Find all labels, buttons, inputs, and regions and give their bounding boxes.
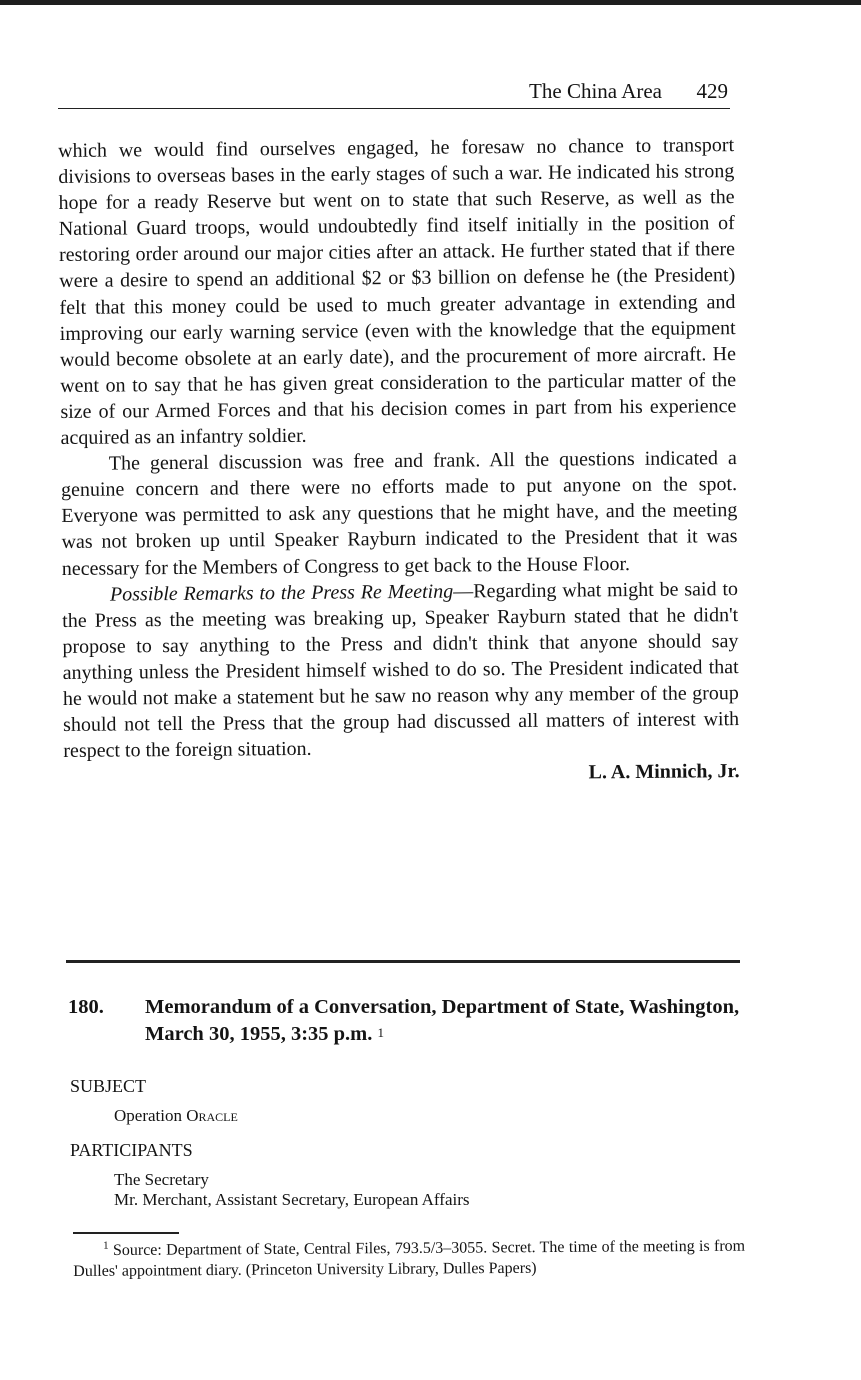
footnote (73, 1231, 745, 1282)
footnote-text: Source: Department of State, Central Files, 793.5/3–3055. Secret. The time of the meeting is from Dulles' appointment diary. (Princeton University Library, Dulles Papers) (73, 1237, 746, 1281)
subject-name: Oracle (186, 1106, 238, 1125)
footnote-reference: 1 (377, 1025, 385, 1040)
signature: L. A. Minnich, Jr. (588, 760, 740, 784)
document-title-block (145, 994, 745, 1048)
participant-1: The Secretary (114, 1170, 209, 1189)
paragraph-3-dash: — (453, 579, 474, 603)
body-paragraph-1: which we would find ourselves engaged, he foresaw no chance to transport divisions to overseas bases in the early stages of such a war. He indicated his strong hope for a ready Reserve but went on to state that such Reserve, as well as the National Guard troops, would undoubtedly find itself initially in the position of restoring order around our major cities after an attack. He further stated that if there were a desire to spend an additional $2 or $3 billion on defense he (the President) felt that this money could be used to much greater advantage in extending and improving our early warning service (even with the knowledge that the equipment would become obsolete at an early date), and the procurement of more aircraft. He went on to say that he has given great consideration to the particular matter of the size of our Armed Forces and that his decision comes in part from his experience acquired as an infantry soldier. (58, 134, 737, 450)
section-divider (66, 960, 740, 963)
paragraph-3-text: Regarding what might be said to the Press as the meeting was breaking up, Speaker Rayburn stated that he didn't propose to say anything to the Press and didn't think that anyone should say anything unless the President himself wished to do so. The President indicated that he would not make a statement but he saw no reason why any member of the group should not tell the Press that the group had discussed all matters of interest with respect to the foreign situation. (62, 577, 740, 763)
participant-2: Mr. Merchant, Assistant Secretary, European Affairs (114, 1190, 470, 1209)
body-paragraph-2: The general discussion was free and frank. All the questions indicated a genuine concern and there were no efforts made to put anyone on the spot. Everyone was permitted to ask any questions that he might have, and the meeting was not broken up until Speaker Rayburn indicated to the President that it was necessary for the Members of Congress to get back to the House Floor. (60, 447, 738, 580)
running-head (58, 78, 730, 109)
subject-value (114, 1105, 238, 1127)
subject-prefix: Operation (114, 1106, 187, 1125)
body-paragraph-3 (62, 576, 740, 765)
page-number: 429 (696, 79, 728, 103)
participants-label: PARTICIPANTS (70, 1140, 193, 1160)
document-title: Memorandum of a Conversation, Department of State, Washington, March 30, 1955, 3:35 p.m. (145, 996, 740, 1045)
paragraph-3-heading: Possible Remarks to the Press Re Meeting (109, 580, 454, 606)
footnote-marker: 1 (103, 1239, 109, 1252)
body-text (58, 132, 740, 790)
subject-label: SUBJECT (70, 1076, 147, 1096)
footnote-rule (73, 1232, 179, 1234)
top-border-rule (0, 0, 861, 5)
running-head-title: The China Area (529, 79, 662, 103)
document-number: 180. (68, 996, 104, 1018)
